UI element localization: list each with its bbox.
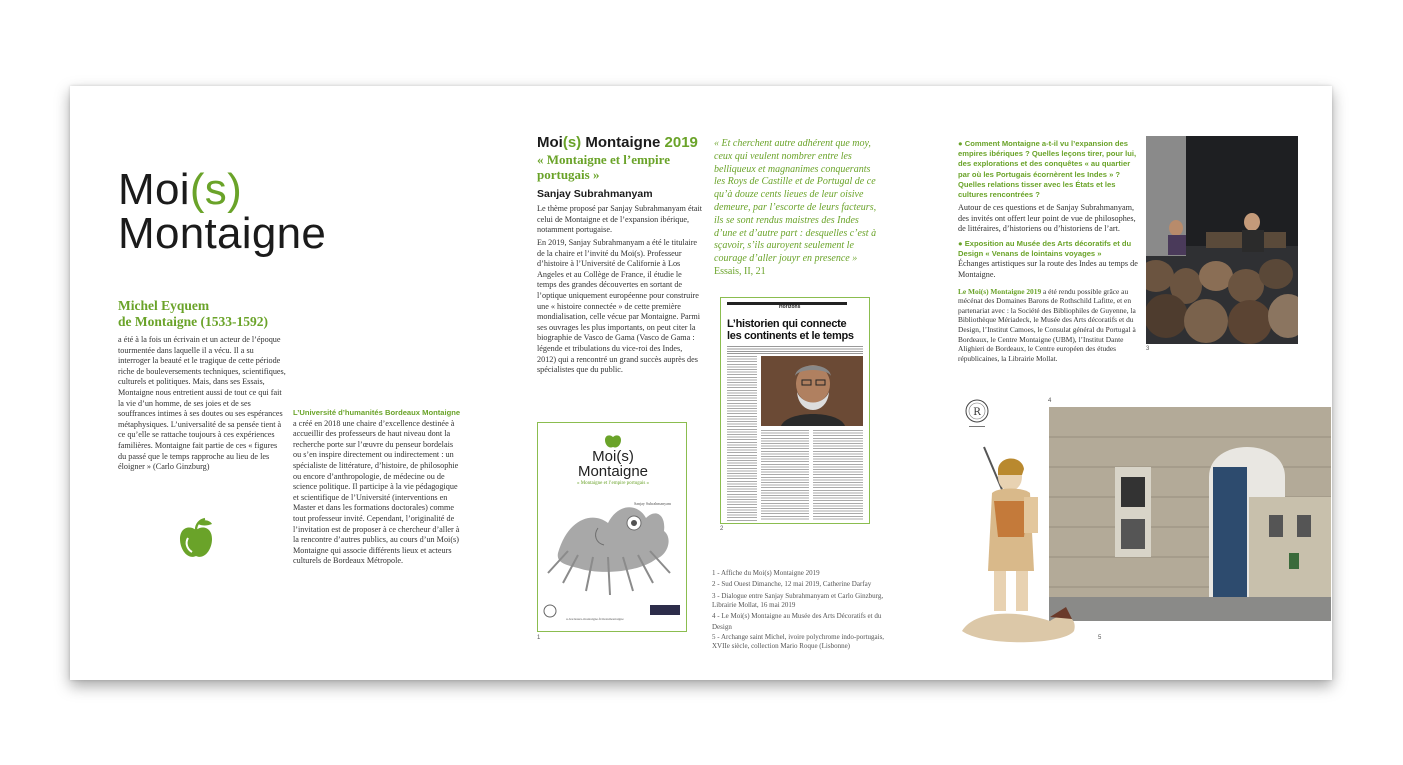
middle-subtitle: « Montaigne et l’empire portugais » <box>537 152 670 182</box>
photo-5-number: 5 <box>1098 635 1102 641</box>
caption-4: 4 - Le Moi(s) Montaigne au Musée des Arts Décoratifs et du Design <box>712 612 882 631</box>
poster-title-montaigne: Montaigne <box>577 463 649 480</box>
title-montaigne: Montaigne <box>118 209 327 258</box>
bullet-2: Exposition au Musée des Arts décoratifs et du Design « Venans de lointains voyages » <box>958 239 1132 259</box>
caption-2: 2 - Sud Ouest Dimanche, 12 mai 2019, Catherine Darfay <box>712 580 872 588</box>
author-name: Sanjay Subrahmanyam <box>537 188 653 200</box>
montaigne-quote: « Et cherchent autre adhérent que moy, ceux qui veulent nombrer entre les belliqueux et magnanimes conquerants les Roys de Castille et de Portugal de ce qu’à douze cents lieues de leur oisive demeure, par l’escorte de leurs facteurs, ils se sont rendus maistres des Indes d’une et d’autre part : desquelles c’est à sçavoir, s’ils auroyent seulement le courage d’aller jouyr en presence » Essais, II, 21 <box>714 138 877 277</box>
newspaper-section: Horizons <box>779 304 801 310</box>
middle-heading: Moi(s) Montaigne 2019 « Montaigne et l’empire portugais » Sanjay Subrahmanyam <box>537 134 707 200</box>
bullet-2-body: Échanges artistiques sur la route des Indes au temps de Montaigne. <box>958 259 1138 279</box>
apple-logo-icon <box>176 516 216 562</box>
michel-body: a été à la fois un écrivain et un acteur de l’époque tourmentée dans laquelle il a vécu. Il a su interroger la beauté et le tragique de cette période riche de bouleversements techniques, scientifiques, culturels et politiques. Mais, dans ses Essais, Montaigne nous entretient aussi de tout ce qui fait la vie d’un homme, de ses joies et de ses souffrances intimes à ses doutes ou ses espérances métaphysiques. L’universalité de sa pensée tient à ce qu’elle se rattache toujours à ces expériences familières. Montaigne fait partie de ces « figures du passé que le temps rapproche au lieu de les éloigner » (Carlo Ginzburg) <box>118 335 286 472</box>
svg-text:R: R <box>973 407 981 418</box>
newspaper-headline: L’historien qui connecte les continents et le temps <box>727 318 854 342</box>
bullet-1: Comment Montaigne a-t-il vu l’expansion des empires ibériques ? Quelles leçons tirer, pour lui, des explorations et des conquêtes « au quartier par où les Portugais écornèrent les Indes » ? Quelles relations tisser avec les États et les cultures rencontrées ? <box>958 139 1137 200</box>
photo-4-number: 4 <box>1048 398 1052 404</box>
newspaper-number: 2 <box>720 526 724 532</box>
caption-5: 5 - Archange saint Michel, ivoire polychrome indo-portugais, XVIIe siècle, collection Mario Roque (Lisbonne) <box>712 633 885 650</box>
michel-heading: Michel Eyquem de Montaigne (1533-1592) <box>118 298 268 329</box>
brochure-spread <box>70 86 1332 680</box>
captions-list <box>712 568 900 650</box>
poster-url: u-bordeaux-montaigne.fr/moismontaigne <box>566 617 624 621</box>
bullet-icon-2: ● <box>958 239 963 248</box>
right-text-block <box>958 139 1138 363</box>
sponsor-lead: Le Moi(s) Montaigne 2019 <box>958 286 1042 296</box>
photo-lecture <box>1146 136 1298 344</box>
sponsor-body: a été rendu possible grâce au mécénat des Domaines Barons de Rothschild Lafitte, et en partenariat avec : la Société des Bibliophiles de Guyenne, la Bibliothèque Mériadeck, le Musée des Arts décoratifs et du Design, l’Institut Camoes, le Consulat général du Portugal à Bordeaux, le Centre Montaigne (UBM), l’Institut Dante Alighieri de Bordeaux, le Centre européen des études républicaines, la Librairie Mollat. <box>958 286 1136 363</box>
university-heading: L’Université d’humanités Bordeaux Montaigne <box>293 408 461 417</box>
poster-subtitle: « Montaigne et l’empire portugais » <box>576 481 650 486</box>
poster-number: 1 <box>537 635 541 641</box>
statue-archangel <box>954 441 1084 651</box>
poster-info: Sanjay Subrahmanyam <box>634 501 671 506</box>
bullet-icon: ● <box>958 139 963 148</box>
seal-icon <box>963 398 991 430</box>
photo-3-number: 3 <box>1146 346 1150 352</box>
university-block <box>293 408 463 567</box>
brand-title <box>118 165 327 258</box>
right-p1: Autour de ces questions et de Sanjay Subrahmanyam, des invités ont offert leur point de vue de philosophes, de littéraires, d’historiens ou d’historiens de l’art. <box>958 203 1136 234</box>
newspaper-clipping <box>720 297 870 524</box>
caption-1: 1 - Affiche du Moi(s) Montaigne 2019 <box>712 569 820 577</box>
photo-courtyard <box>1049 407 1331 621</box>
poster-image <box>537 422 687 632</box>
university-body: a créé en 2018 une chaire d’excellence destinée à accueillir des professeurs de haut niveau dont la recherche porte sur l’œuvre du penseur bordelais ou s’en inspire directement ou indirectement : un spécialiste de littérature, d’histoire, de philosophie ou encore d’anthropologie, de médecine ou de science politique. Il participe à la vie pédagogique et scientifique de l’Université (interventions en Master et dans les formations doctorales) comme tout professeur invité. Cependant, l’originalité de l’invitation est de proposer à ce chercheur d’aller à la rencontre d’autres publics, au cours d’un Moi(s) Montaigne qui associe différents lieux et acteurs culturels de Bordeaux Métropole. <box>293 418 460 566</box>
newspaper-portrait <box>761 356 863 426</box>
poster-title-moi: Moi(s) <box>592 448 634 465</box>
caption-3: 3 - Dialogue entre Sanjay Subrahmanyam et Carlo Ginzburg, Librairie Mollat, 16 mai 2019 <box>712 592 884 609</box>
middle-p1: Le thème proposé par Sanjay Subrahmanyam était celui de Montaigne et de l’expansion ibérique, notamment portugaise. <box>537 204 703 235</box>
middle-p2: En 2019, Sanjay Subrahmanyam a été le titulaire de la chaire et l’invité du Moi(s). Professeur d’histoire à l’Université de Californie à Los Angeles et au Collège de France, il étudie le temps des grandes découvertes en sortant de l’optique uniquement européenne pour construire une « histoire connectée » de cette première mondialisation, celle vécue par Montaigne. Parmi ses ouvrages les plus importants, on peut citer la biographie de Vasco de Gama (Vasco de Gama : légende et tribulations du vice-roi des Indes, 2012) qui a rencontré un grand succès auprès des spécialistes que du public. <box>537 238 701 375</box>
title-s: (s) <box>189 165 243 214</box>
title-moi: Moi <box>118 165 190 214</box>
